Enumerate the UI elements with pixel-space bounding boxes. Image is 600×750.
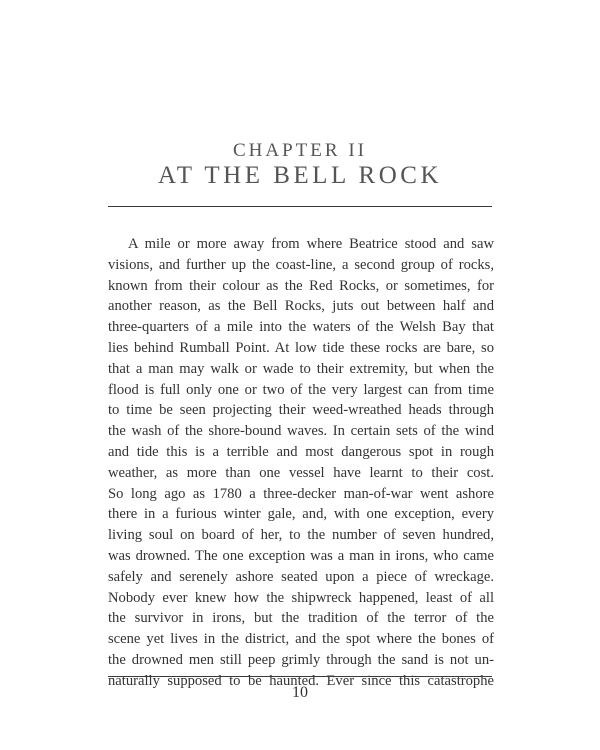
body-line: and tide this is a terrible and most dangerous spot in rough — [108, 443, 494, 460]
page-number: 10 — [292, 684, 308, 701]
body-line: safely and serenely ashore seated upon a piece of wreckage. — [108, 568, 494, 585]
body-line: known from their colour as the Red Rocks, or sometimes, for — [108, 277, 494, 294]
bottom-divider — [108, 676, 492, 677]
body-line: the survivor in irons, but the tradition of the terror of the — [108, 610, 494, 627]
body-line: the wash of the shore-bound waves. In certain sets of the wind — [108, 423, 494, 440]
body-line: living soul on board of her, to the number of seven hundred, — [108, 527, 494, 544]
body-line: visions, and further up the coast-line, a second group of rocks, — [108, 256, 494, 273]
body-line: flood is full only one or two of the very largest can from time — [108, 381, 494, 398]
body-line: was drowned. The one exception was a man in irons, who came — [108, 547, 494, 564]
body-line: that a man may walk or wade to their extremity, but when the — [108, 360, 494, 377]
chapter-number: CHAPTER II — [233, 140, 367, 161]
body-line: lies behind Rumball Point. At low tide these rocks are bare, so — [108, 339, 494, 356]
body-line: Nobody ever knew how the shipwreck happened, least of all — [108, 589, 494, 606]
chapter-body — [108, 234, 494, 692]
top-divider — [108, 206, 492, 207]
body-line: weather, as more than one vessel have learnt to their cost. — [108, 464, 494, 481]
body-line: there in a furious winter gale, and, with one exception, every — [108, 506, 494, 523]
body-line: A mile or more away from where Beatrice stood and saw — [128, 236, 494, 252]
body-line: to time be seen projecting their weed-wreathed heads through — [108, 402, 494, 419]
body-line: another reason, as the Bell Rocks, juts out between half and — [108, 298, 494, 315]
body-line: three-quarters of a mile into the waters of the Welsh Bay that — [108, 319, 494, 336]
body-line: scene yet lives in the district, and the spot where the bones of — [108, 631, 494, 648]
chapter-title: AT THE BELL ROCK — [157, 162, 442, 189]
body-line: the drowned men still peep grimly through the sand is not un- — [108, 651, 494, 668]
body-line: So long ago as 1780 a three-decker man-of-war went ashore — [108, 485, 494, 502]
body-line: naturally supposed to be haunted. Ever since this catastrophe — [108, 672, 494, 689]
